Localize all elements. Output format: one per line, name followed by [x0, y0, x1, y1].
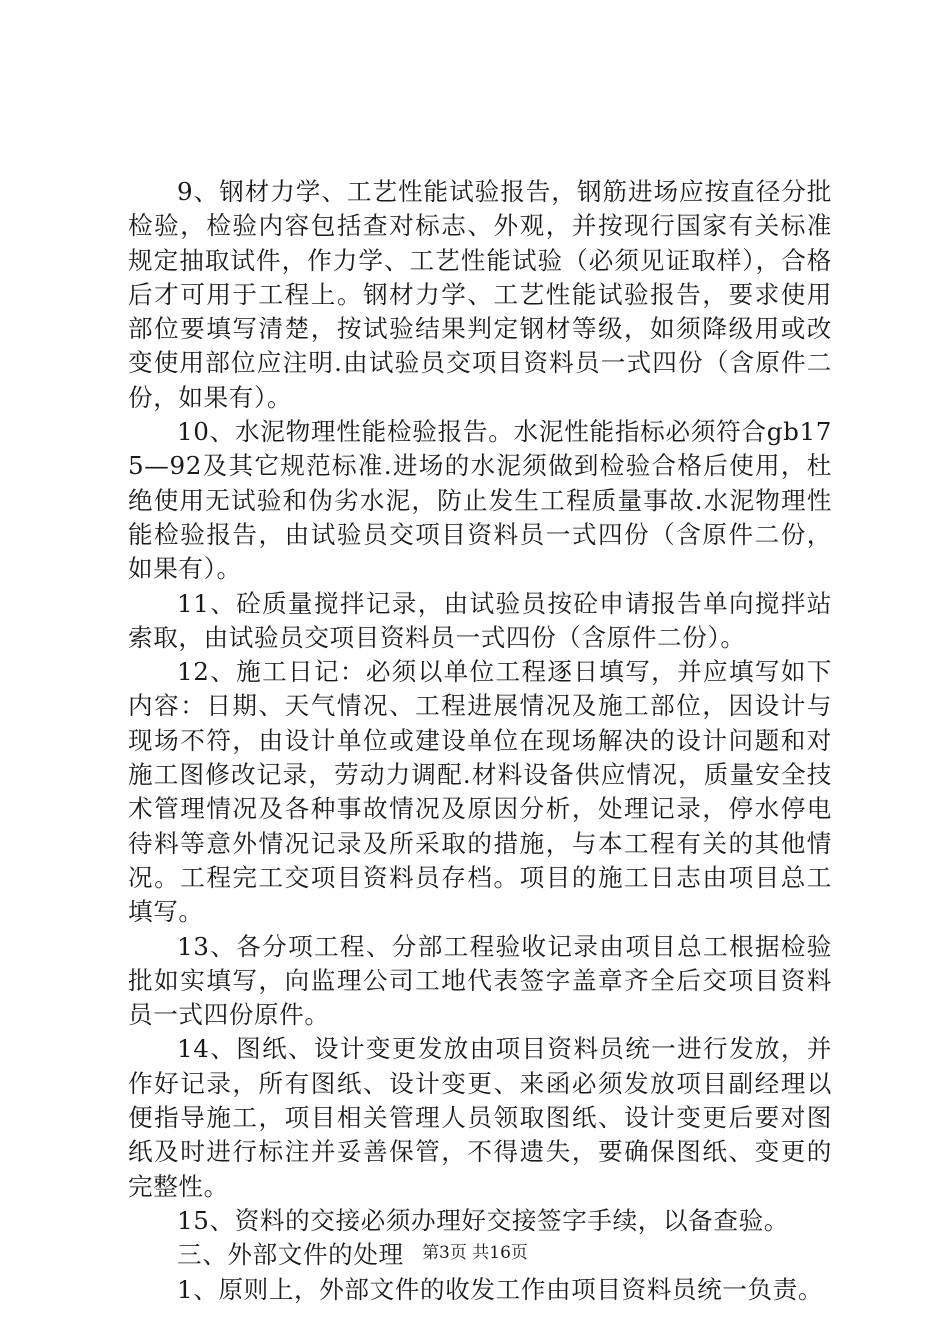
- paragraph-item-15: 15、资料的交接必须办理好交接签字手续，以备查验。: [177, 1205, 789, 1235]
- page-number-footer: 第3页 共16页: [422, 1243, 528, 1263]
- document-body: [128, 175, 832, 1307]
- section-heading-external-documents: 三、外部文件的处理: [177, 1240, 404, 1270]
- paragraph-item-9: 9、钢材力学、工艺性能试验报告，钢筋进场应按直径分批检验，检验内容包括查对标志、外观，并按现行国家有关标准规定抽取试件，作力学、工艺性能试验（必须见证取样），合格后才可用于工程上。钢材力学、工艺性能试验报告，要求使用部位要填写清楚，按试验结果判定钢材等级，如须降级用或改变使用部位应注明.由试验员交项目资料员一式四份（含原件二份，如果有）。: [128, 177, 832, 412]
- paragraph-item-11: 11、砼质量搅拌记录，由试验员按砼申请报告单向搅拌站索取，由试验员交项目资料员一式四份（含原件二份）。: [128, 588, 832, 652]
- paragraph-item-10: 10、水泥物理性能检验报告。水泥性能指标必须符合gb175—92及其它规范标准.进场的水泥须做到检验合格后使用，杜绝使用无试验和伪劣水泥，防止发生工程质量事故.水泥物理性能检验报告，由试验员交项目资料员一式四份（含原件二份，如果有）。: [128, 417, 832, 584]
- paragraph-item-14: 14、图纸、设计变更发放由项目资料员统一进行发放，并作好记录，所有图纸、设计变更、来函必须发放项目副经理以便指导施工，项目相关管理人员领取图纸、设计变更后要对图纸及时进行标注并妥善保管，不得遗失，要确保图纸、变更的完整性。: [128, 1034, 832, 1201]
- paragraph-item-external-1: 1、原则上，外部文件的收发工作由项目资料员统一负责。: [177, 1274, 824, 1304]
- paragraph-item-12: 12、施工日记：必须以单位工程逐日填写，并应填写如下内容：日期、天气情况、工程进展情况及施工部位，因设计与现场不符，由设计单位或建设单位在现场解决的设计问题和对施工图修改记录，劳动力调配.材料设备供应情况，质量安全技术管理情况及各种事故情况及原因分析，处理记录，停水停电待料等意外情况记录及所采取的措施，与本工程有关的其他情况。工程完工交项目资料员存档。项目的施工日志由项目总工填写。: [128, 657, 832, 927]
- paragraph-item-13: 13、各分项工程、分部工程验收记录由项目总工根据检验批如实填写，向监理公司工地代表签字盖章齐全后交项目资料员一式四份原件。: [128, 931, 832, 1030]
